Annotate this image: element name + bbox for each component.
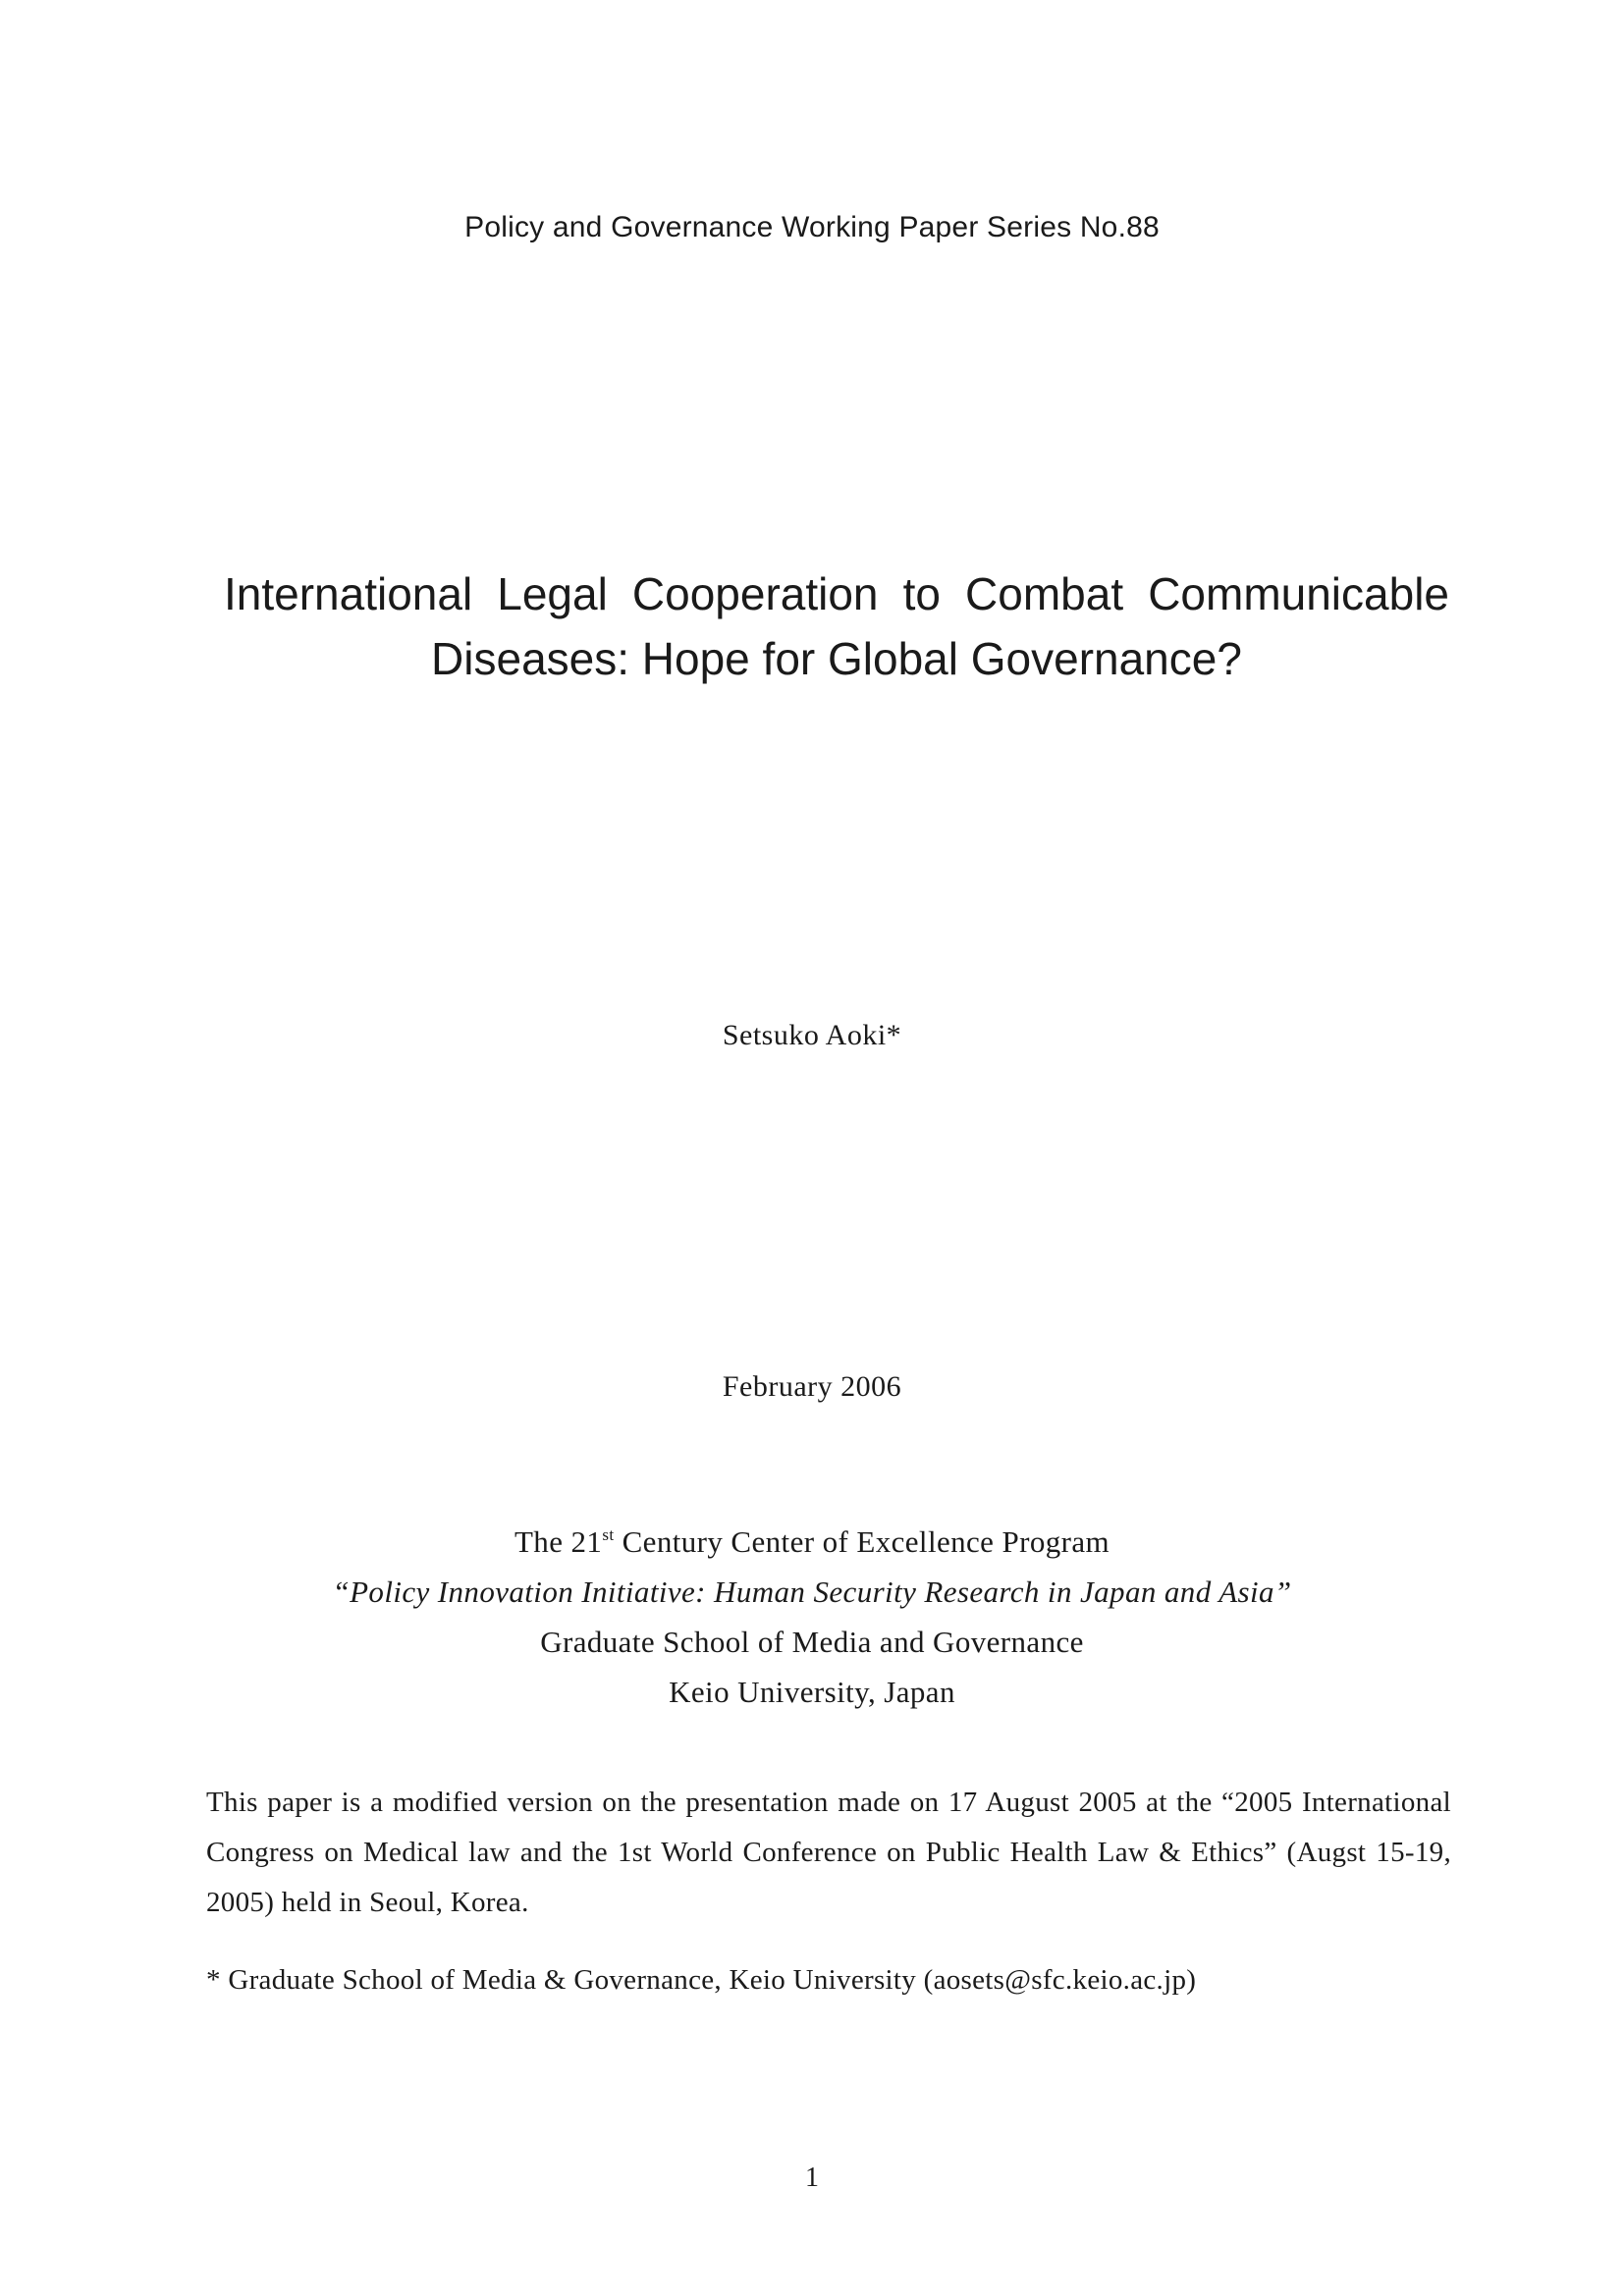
page-number: 1 — [805, 2163, 819, 2193]
presentation-note: This paper is a modified version on the presentation made on 17 August 2005 at the “2005 International Congress on Medical law and the 1st World Conference on Public Health Law & Ethics” (Augst 15-19, 2005) held in Seoul, Korea. — [206, 1787, 1451, 1918]
program-line-1-sup: st — [602, 1525, 615, 1544]
program-line-4: Keio University, Japan — [669, 1675, 955, 1709]
program-line-2: “Policy Innovation Initiative: Human Security Research in Japan and Asia” — [332, 1575, 1292, 1609]
paper-title — [224, 561, 1449, 691]
program-block — [0, 1517, 1624, 1717]
program-line-1-pre: The 21 — [514, 1524, 603, 1559]
title-line-1: International Legal Cooperation to Combat Communicable — [224, 568, 1449, 619]
series-header: Policy and Governance Working Paper Series No.88 — [464, 211, 1160, 243]
author-name: Setsuko Aoki* — [722, 1019, 902, 1051]
author-affiliation-footnote: * Graduate School of Media & Governance, Keio University (aosets@sfc.keio.ac.jp) — [206, 1964, 1197, 1996]
publication-date: February 2006 — [722, 1370, 902, 1403]
program-line-3: Graduate School of Media and Governance — [540, 1625, 1084, 1659]
program-line-1 — [0, 1517, 1624, 1567]
program-line-1-post: Century Center of Excellence Program — [614, 1524, 1110, 1559]
title-line-2: Diseases: Hope for Global Governance? — [431, 633, 1242, 684]
